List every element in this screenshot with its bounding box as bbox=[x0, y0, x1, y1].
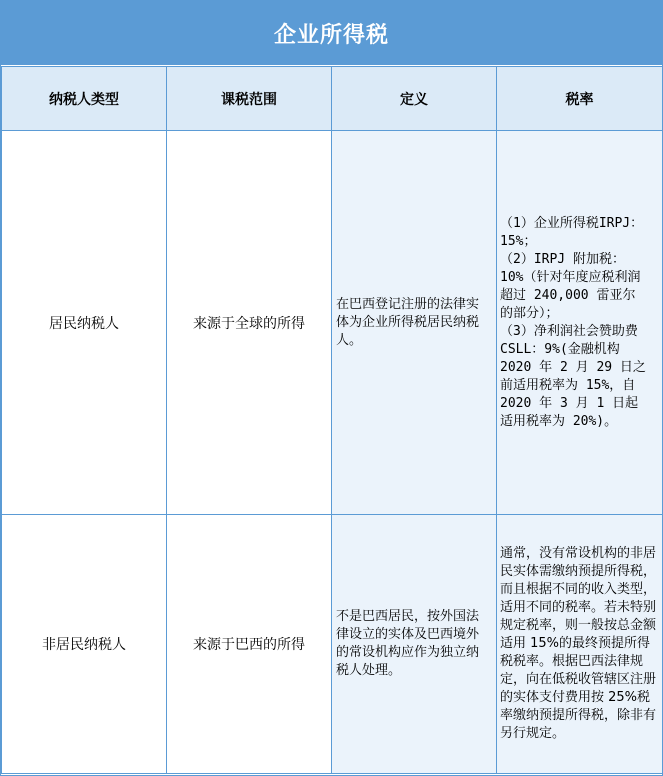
rate-line: 适用税率为 20%)。 bbox=[500, 413, 618, 429]
rate-line: （1）企业所得税IRPJ： bbox=[500, 215, 644, 231]
rate-line: 2020 年 3 月 1 日起 bbox=[500, 395, 639, 411]
header-tax-rate: 税率 bbox=[497, 67, 663, 131]
table-row bbox=[2, 515, 663, 774]
table-title: 企业所得税 bbox=[1, 1, 662, 66]
cell-definition: 不是巴西居民，按外国法律设立的实体及巴西境外的常设机构应作为独立纳税人处理。 bbox=[332, 515, 497, 774]
rate-line: 15%； bbox=[500, 233, 537, 249]
cell-taxpayer-type: 居民纳税人 bbox=[2, 131, 167, 515]
rate-line: 2020 年 2 月 29 日之 bbox=[500, 359, 646, 375]
cell-tax-rate bbox=[497, 131, 663, 515]
header-row bbox=[2, 67, 663, 131]
rate-line: CSLL：9%(金融机构 bbox=[500, 341, 620, 357]
cell-definition: 在巴西登记注册的法律实体为企业所得税居民纳税人。 bbox=[332, 131, 497, 515]
header-taxpayer-type: 纳税人类型 bbox=[2, 67, 167, 131]
rate-line: 超过 240,000 雷亚尔 bbox=[500, 287, 636, 303]
header-definition: 定义 bbox=[332, 67, 497, 131]
cell-tax-scope: 来源于全球的所得 bbox=[167, 131, 332, 515]
header-tax-scope: 课税范围 bbox=[167, 67, 332, 131]
cell-taxpayer-type: 非居民纳税人 bbox=[2, 515, 167, 774]
rate-line: 的部分）； bbox=[500, 305, 559, 321]
cell-tax-scope: 来源于巴西的所得 bbox=[167, 515, 332, 774]
rate-line: 10%（针对年度应税利润 bbox=[500, 269, 641, 285]
rate-line: （3）净利润社会赞助费 bbox=[500, 323, 638, 339]
cell-tax-rate: 通常，没有常设机构的非居民实体需缴纳预提所得税，而且根据不同的收入类型，适用不同的税率。若未特别规定税率，则一般按总金额适用 15%的最终预提所得税税率。根据巴西法律规定，向在低税收管辖区注册的实体支付费用按 25%税率缴纳预提所得税，除非有另行规定。 bbox=[497, 515, 663, 774]
tax-table bbox=[1, 66, 663, 774]
rate-line: （2）IRPJ 附加税： bbox=[500, 251, 625, 267]
rate-line: 前适用税率为 15%，自 bbox=[500, 377, 636, 393]
table-row bbox=[2, 131, 663, 515]
